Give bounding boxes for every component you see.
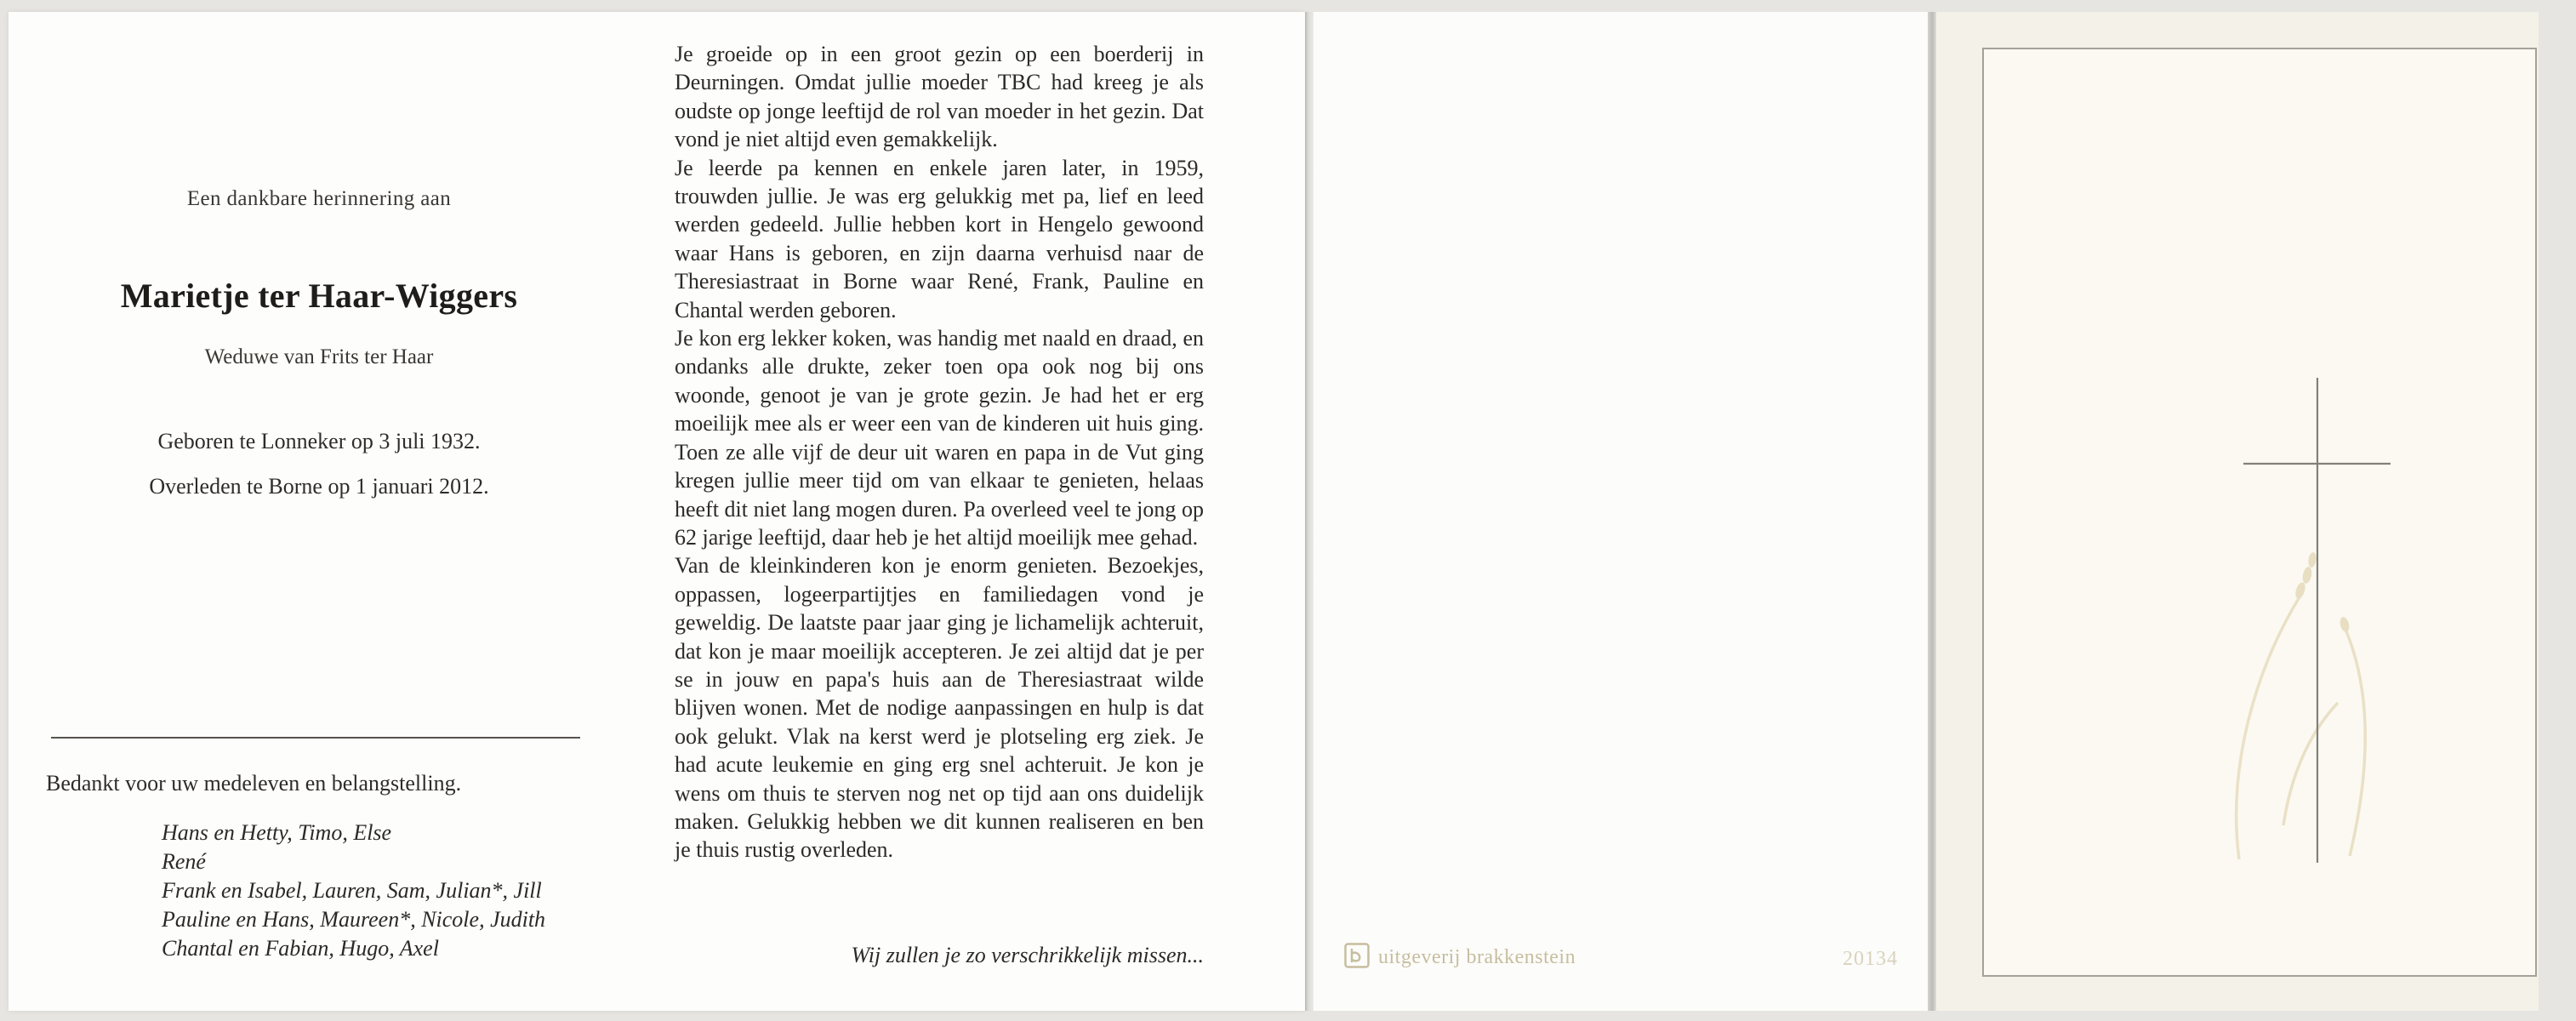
cover-frame bbox=[1982, 48, 2537, 977]
memorial-card-back-blank bbox=[1314, 12, 1928, 1011]
biography-text bbox=[675, 40, 1204, 864]
birth-line: Geboren te Lonneker op 3 juli 1932. bbox=[157, 429, 481, 453]
memorial-card-cover bbox=[1936, 12, 2539, 1011]
family-list bbox=[162, 819, 545, 963]
deceased-name: Marietje ter Haar-Wiggers bbox=[120, 277, 518, 315]
flourish-decoration bbox=[2237, 596, 2366, 859]
divider-line bbox=[51, 737, 580, 739]
publisher-logo-icon bbox=[1344, 943, 1370, 973]
family-member: René bbox=[162, 849, 206, 874]
death-line: Overleden te Borne op 1 januari 2012. bbox=[149, 474, 489, 499]
thanks-line: Bedankt voor uw medeleven en belangstelling. bbox=[46, 771, 462, 796]
biography-paragraph: Je groeide op in een groot gezin op een boerderij in Deurningen. Omdat jullie moeder TBC had kreeg je als oudste op jonge leeftijd de rol van moeder in het gezin. Dat vond je niet altijd even gemakkelijk. bbox=[675, 42, 1204, 152]
fold-seam bbox=[1928, 12, 1936, 1011]
dedication-line: Een dankbare herinnering aan bbox=[186, 187, 452, 210]
biography-paragraph: Je leerde pa kennen en enkele jaren later, in 1959, trouwden jullie. Je was erg gelukkig met pa, lief en leed werden gedeeld. Jullie hebben kort in Hengelo gewoond waar Hans is geboren, en zijn daarna verhuisd naar de Theresiastraat in Borne waar René, Frank, Pauline en Chantal werden geboren. bbox=[675, 155, 1204, 322]
cross-icon bbox=[1984, 49, 2535, 975]
closing-line: Wij zullen je zo verschrikkelijk missen... bbox=[851, 943, 1204, 967]
biography-paragraph: Je kon erg lekker koken, was handig met naald en draad, en ondanks alle drukte, zeker toen opa ook nog bij ons woonde, genoot je van je grote gezin. Je had het er erg moeilijk mee als er weer een van de kinderen uit huis ging. Toen ze alle vijf de deur uit waren en papa in de Vut ging kregen jullie meer tijd om van elkaar te genieten, helaas heeft dit niet lang mogen duren. Pa overleed veel te jong op 62 jarige leeftijd, daar heb je het altijd moeilijk mee gehad. bbox=[675, 326, 1204, 550]
relation-line: Weduwe van Frits ter Haar bbox=[204, 345, 434, 368]
memorial-card-inside-left bbox=[9, 12, 1305, 1011]
publisher-name: uitgeverij brakkenstein bbox=[1378, 946, 1576, 968]
family-member: Frank en Isabel, Lauren, Sam, Julian*, Jill bbox=[162, 878, 542, 903]
fold-seam bbox=[1305, 12, 1314, 1011]
wheat-grains bbox=[2294, 551, 2351, 632]
family-member: Chantal en Fabian, Hugo, Axel bbox=[162, 936, 439, 961]
family-member: Hans en Hetty, Timo, Else bbox=[162, 820, 392, 845]
family-member: Pauline en Hans, Maureen*, Nicole, Judith bbox=[162, 907, 546, 932]
print-code: 20134 bbox=[1843, 948, 1898, 970]
biography-paragraph: Van de kleinkinderen kon je enorm genieten. Bezoekjes, oppassen, logeerpartijtjes en familiedagen vond je geweldig. De laatste paar jaar ging je lichamelijk achteruit, dat kon je maar moeilijk accepteren. Je zei altijd dat je per se in jouw en papa's huis aan de Theresiastraat wilde blijven wonen. Met de nodige aanpassingen en hulp is dat ook gelukt. Vlak na kerst werd je plotseling erg ziek. Je had acute leukemie en ging erg snel achteruit. Je kon je wens om thuis te sterven nog net op tijd aan ons duidelijk maken. Gelukkig hebben we dit kunnen realiseren en ben je thuis rustig overleden. bbox=[675, 553, 1204, 863]
publisher-imprint bbox=[1344, 943, 1576, 973]
